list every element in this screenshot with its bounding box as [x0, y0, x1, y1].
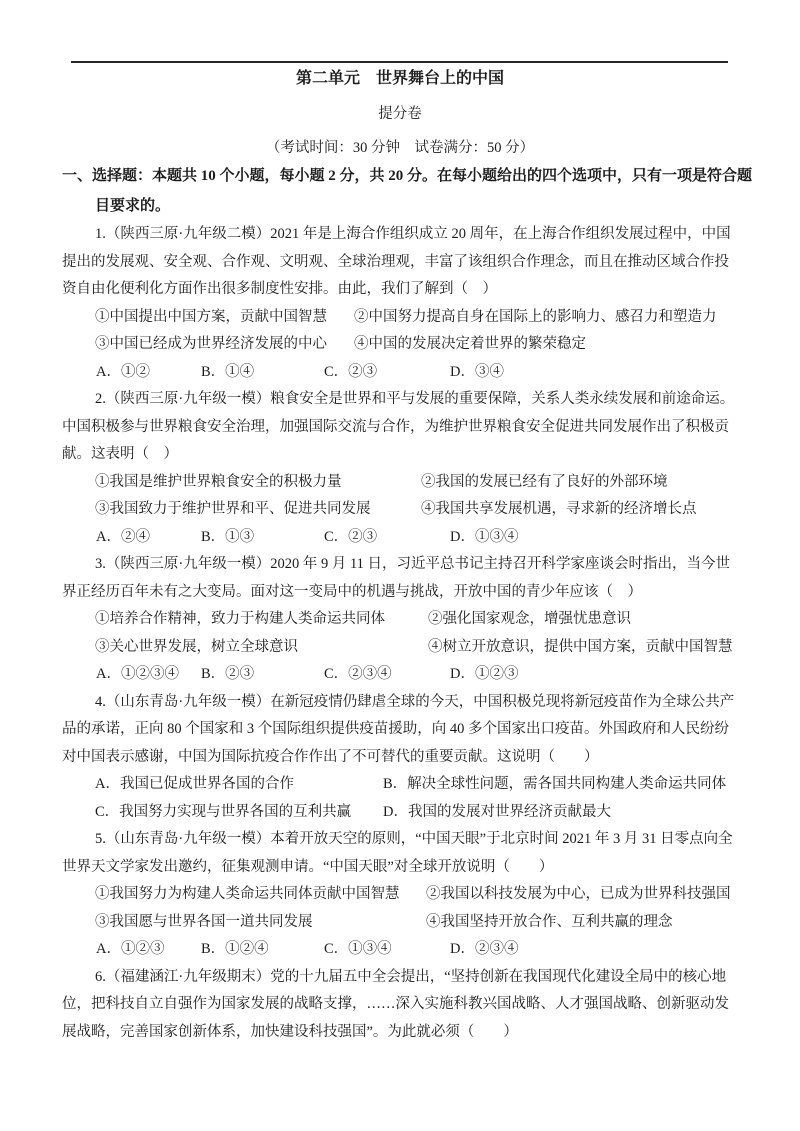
- choice-item: B．①②④: [201, 941, 269, 957]
- option-item: ③关心世界发展，树立全球意识: [95, 638, 298, 655]
- section-heading: [62, 161, 753, 221]
- choice-item: C．①③④: [324, 941, 392, 957]
- choice-item: B．解决全球性问题，需各国共同构建人类命运共同体: [383, 776, 727, 792]
- stem-line: 世界天文学家发出邀约，征集观测申请。“中国天眼”对全球开放说明（ ）: [62, 858, 554, 875]
- stem-line: 5.（山东青岛·九年级一模）本着开放天空的原则，“中国天眼”于北京时间 2021 年 3 月 31 日零点向全: [95, 831, 733, 847]
- choices-row: [62, 359, 800, 387]
- stem-line: 献。这表明（ ）: [62, 446, 178, 462]
- choice-item: D．①②③: [450, 666, 519, 682]
- stem-line: 提出的发展观、安全观、合作观、文明观、全球治理观，丰富了该组织合作理念，而且在推动区域合作投: [62, 253, 729, 270]
- choice-item: B．①④: [201, 363, 255, 380]
- question-6: [62, 964, 800, 1047]
- option-pair-row: [62, 496, 800, 524]
- stem-line: 品的承诺，正向 80 个国家和 3 个国际组织提供疫苗援助，向 40 多个国家出口疫苗。外国政府和人民纷纷: [62, 721, 729, 737]
- option-item: ④我国共享发展机遇，寻求新的经济增长点: [421, 501, 697, 517]
- question-3: [62, 551, 800, 689]
- option-item: ②我国以科技发展为中心，已成为世界科技强国: [426, 886, 731, 902]
- stem-line: 展战略，完善国家创新体系，加快建设科技强国”。为此就必须（ ）: [62, 1023, 518, 1040]
- choice-pair-row: [62, 799, 800, 827]
- choice-item: A．①②: [96, 363, 150, 380]
- choice-item: B．②③: [201, 666, 255, 682]
- option-item: ②强化国家观念，增强忧患意识: [428, 611, 631, 627]
- question-5: [62, 826, 800, 964]
- stem-line: 资自由化便利化方面作出很多制度性安排。由此，我们了解到（ ）: [62, 281, 497, 297]
- stem-line: 对中国表示感谢，中国为国际抗疫合作作出了不可替代的重要贡献。这说明（ ）: [62, 748, 599, 765]
- option-pair-row: [62, 469, 800, 497]
- option-item: ④我国坚持开放合作、互利共赢的理念: [426, 913, 673, 930]
- choice-item: A．我国已促成世界各国的合作: [95, 776, 294, 792]
- question-2: [62, 386, 800, 551]
- choice-item: C．我国努力实现与世界各国的互利共赢: [95, 803, 352, 820]
- option-item: ①我国努力为构建人类命运共同体贡献中国智慧: [95, 886, 400, 902]
- exam-info: （考试时间：30 分钟 试卷满分：50 分）: [265, 140, 535, 156]
- choice-item: A．①②③: [96, 941, 165, 957]
- stem-line: 6.（福建涵江·九年级期末）党的十九届五中全会提出，“坚持创新在我国现代化建设全局中的核心地: [95, 968, 727, 985]
- option-pair-row: [62, 606, 800, 634]
- stem-line: 2.（陕西三原·九年级一模）粮食安全是世界和平与发展的重要保障，关系人类永续发展和前途命运。: [95, 391, 735, 407]
- question-1: [62, 221, 800, 386]
- stem-line: 1.（陕西三原·九年级二模）2021 年是上海合作组织成立 20 周年，在上海合作组织发展过程中，中国: [95, 226, 731, 242]
- choices-row: [62, 936, 800, 964]
- stem-line: 位，把科技自立自强作为国家发展的战略支撑，……深入实施科教兴国战略、人才强国战略、创新驱动发: [62, 996, 729, 1012]
- option-pair-row: [62, 881, 800, 909]
- option-item: ①培养合作精神，致力于构建人类命运共同体: [95, 611, 385, 627]
- option-pair-row: [62, 909, 800, 937]
- choice-item: D．②③④: [450, 941, 519, 957]
- section-heading-line: 目要求的。: [95, 198, 171, 214]
- choice-item: D．③④: [450, 363, 504, 380]
- option-item: ③我国致力于维护世界和平、促进共同发展: [95, 501, 371, 517]
- choices-row: [62, 524, 800, 552]
- option-pair-row: [62, 634, 800, 662]
- option-item: ②中国努力提高自身在国际上的影响力、感召力和塑造力: [354, 308, 717, 325]
- stem-line: 3.（陕西三原·九年级一模）2020 年 9 月 11 日，习近平总书记主持召开科学家座谈会时指出，当今世: [95, 556, 731, 572]
- choice-item: C．②③: [324, 528, 378, 545]
- option-item: ④中国的发展决定着世界的繁荣稳定: [354, 336, 586, 352]
- choice-item: A．①②③④: [96, 666, 179, 682]
- page-title: 第二单元 世界舞台上的中国: [295, 70, 504, 87]
- option-item: ③中国已经成为世界经济发展的中心: [95, 336, 327, 352]
- stem-line: 中国积极参与世界粮食安全治理，加强国际交流与合作，为维护世界粮食安全促进共同发展作出了积极贡: [62, 418, 729, 435]
- question-4: [62, 689, 800, 827]
- choice-item: B．①③: [201, 528, 255, 545]
- section-heading-line: 一、选择题：本题共 10 个小题，每小题 2 分，共 20 分。在每小题给出的四个选项中，只有一项是符合题: [62, 168, 753, 184]
- stem-line: 4.（山东青岛·九年级一模）在新冠疫情仍肆虐全球的今天，中国积极兑现将新冠疫苗作为全球公共产: [95, 693, 735, 710]
- option-item: ①我国是维护世界粮食安全的积极力量: [95, 473, 342, 490]
- option-pair-row: [62, 304, 800, 332]
- choice-item: D．我国的发展对世界经济贡献最大: [383, 803, 611, 820]
- choice-pair-row: [62, 771, 800, 799]
- paper-subtitle: 提分卷: [378, 106, 422, 122]
- choices-row: [62, 661, 800, 689]
- choice-item: A．②④: [96, 528, 150, 545]
- option-item: ④树立开放意识，提供中国方案，贡献中国智慧: [428, 638, 733, 655]
- option-pair-row: [62, 331, 800, 359]
- choice-item: C．②③④: [324, 666, 392, 682]
- questions-container: [62, 221, 800, 1046]
- choice-item: C．②③: [324, 363, 378, 380]
- stem-line: 界正经历百年未有之大变局。面对这一变局中的机遇与挑战，开放中国的青少年应该（ ）: [62, 583, 642, 600]
- option-item: ①中国提出中国方案，贡献中国智慧: [95, 308, 327, 325]
- option-item: ③我国愿与世界各国一道共同发展: [95, 913, 313, 930]
- choice-item: D．①③④: [450, 528, 519, 545]
- option-item: ②我国的发展已经有了良好的外部环境: [421, 473, 668, 490]
- top-rule: [71, 61, 728, 63]
